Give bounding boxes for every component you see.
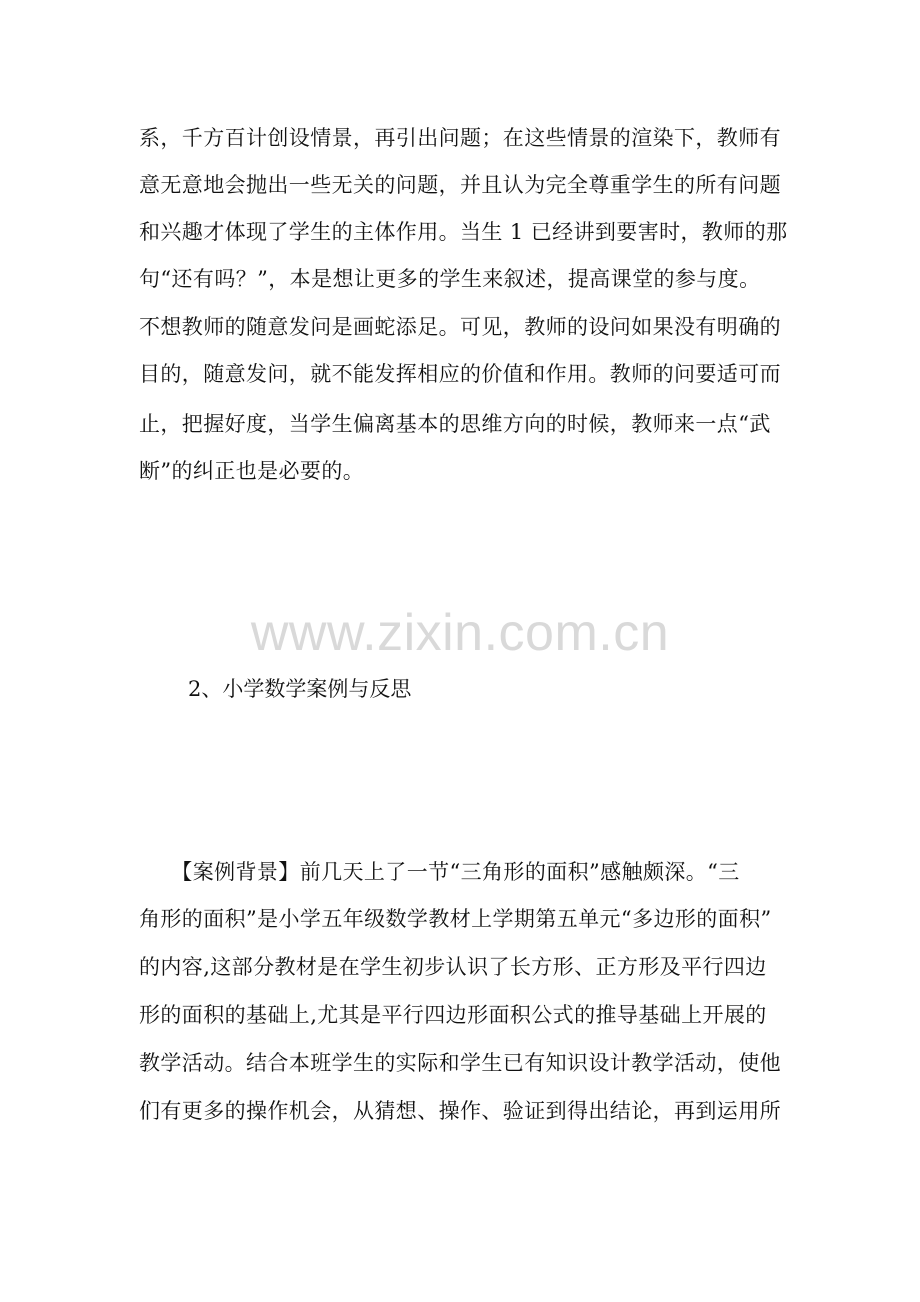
paragraph-1-line: 意无意地会抛出一些无关的问题，并且认为完全尊重学生的所有问题 xyxy=(139,173,781,197)
paragraph-2-line: 角形的面积”是小学五年级数学教材上学期第五单元“多边形的面积” xyxy=(139,907,772,931)
paragraph-1-line: 不想教师的随意发问是画蛇添足。可见，教师的设问如果没有明确的 xyxy=(139,315,781,339)
paragraph-2-line: 教学活动。结合本班学生的实际和学生已有知识设计教学活动，使他 xyxy=(139,1051,781,1075)
paragraph-1-line: 和兴趣才体现了学生的主体作用。当生 1 已经讲到要害时，教师的那 xyxy=(139,220,788,244)
paragraph-1-line: 止，把握好度，当学生偏离基本的思维方向的时候，教师来一点“武 xyxy=(139,412,771,436)
paragraph-2-line: 形的面积的基础上,尤其是平行四边形面积公式的推导基础上开展的 xyxy=(139,1003,767,1027)
paragraph-1-line: 句“还有吗？”，本是想让更多的学生来叙述，提高课堂的参与度。 xyxy=(139,267,761,291)
paragraph-1-line: 系，千方百计创设情景，再引出问题；在这些情景的渲染下，教师有 xyxy=(139,126,781,150)
paragraph-1-line: 断”的纠正也是必要的。 xyxy=(139,459,365,483)
paragraph-1-line: 目的，随意发问，就不能发挥相应的价值和作用。教师的问要适可而 xyxy=(139,362,781,386)
watermark: www.zixin.com.cn xyxy=(250,604,670,662)
paragraph-2-line: 们有更多的操作机会，从猜想、操作、验证到得出结论，再到运用所 xyxy=(139,1099,781,1123)
paragraph-2-line: 的内容,这部分教材是在学生初步认识了长方形、正方形及平行四边 xyxy=(139,955,767,979)
paragraph-2-line: 【案例背景】前几天上了一节“三角形的面积”感触颇深。“三 xyxy=(139,860,740,884)
section-heading: 2、小学数学案例与反思 xyxy=(188,677,412,701)
